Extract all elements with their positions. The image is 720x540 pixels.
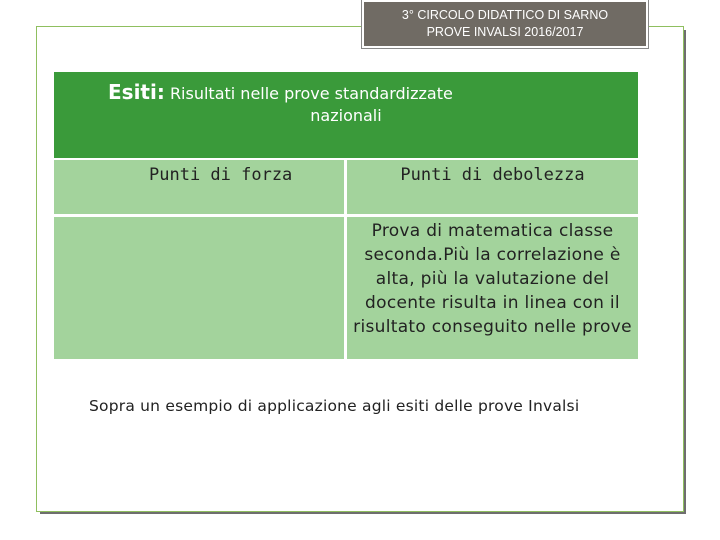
table-title-row <box>54 72 638 158</box>
weaknesses-text: Prova di matematica classe seconda.Più la correlazione è alta, più la valutazione del docente risulta in linea con il risultato conseguito nelle prove <box>353 221 632 337</box>
school-header <box>362 0 648 48</box>
header-cell-strengths <box>54 160 344 214</box>
school-name: 3° CIRCOLO DIDATTICO DI SARNO <box>401 8 609 22</box>
strengths-header: Punti di forza <box>149 165 293 185</box>
strengths-cell <box>54 217 344 359</box>
title-text-line2: nazionali <box>310 106 382 125</box>
title-label: Esiti: <box>108 80 165 104</box>
results-table <box>54 72 638 359</box>
header-cell-weaknesses <box>347 160 638 214</box>
exam-year: PROVE INVALSI 2016/2017 <box>426 25 584 39</box>
weaknesses-cell <box>347 217 638 359</box>
footer-note: Sopra un esempio di applicazione agli esiti delle prove Invalsi <box>89 397 580 415</box>
title-text: Risultati nelle prove standardizzate <box>169 84 453 103</box>
weaknesses-header: Punti di debolezza <box>400 165 585 185</box>
table-title <box>108 80 453 104</box>
